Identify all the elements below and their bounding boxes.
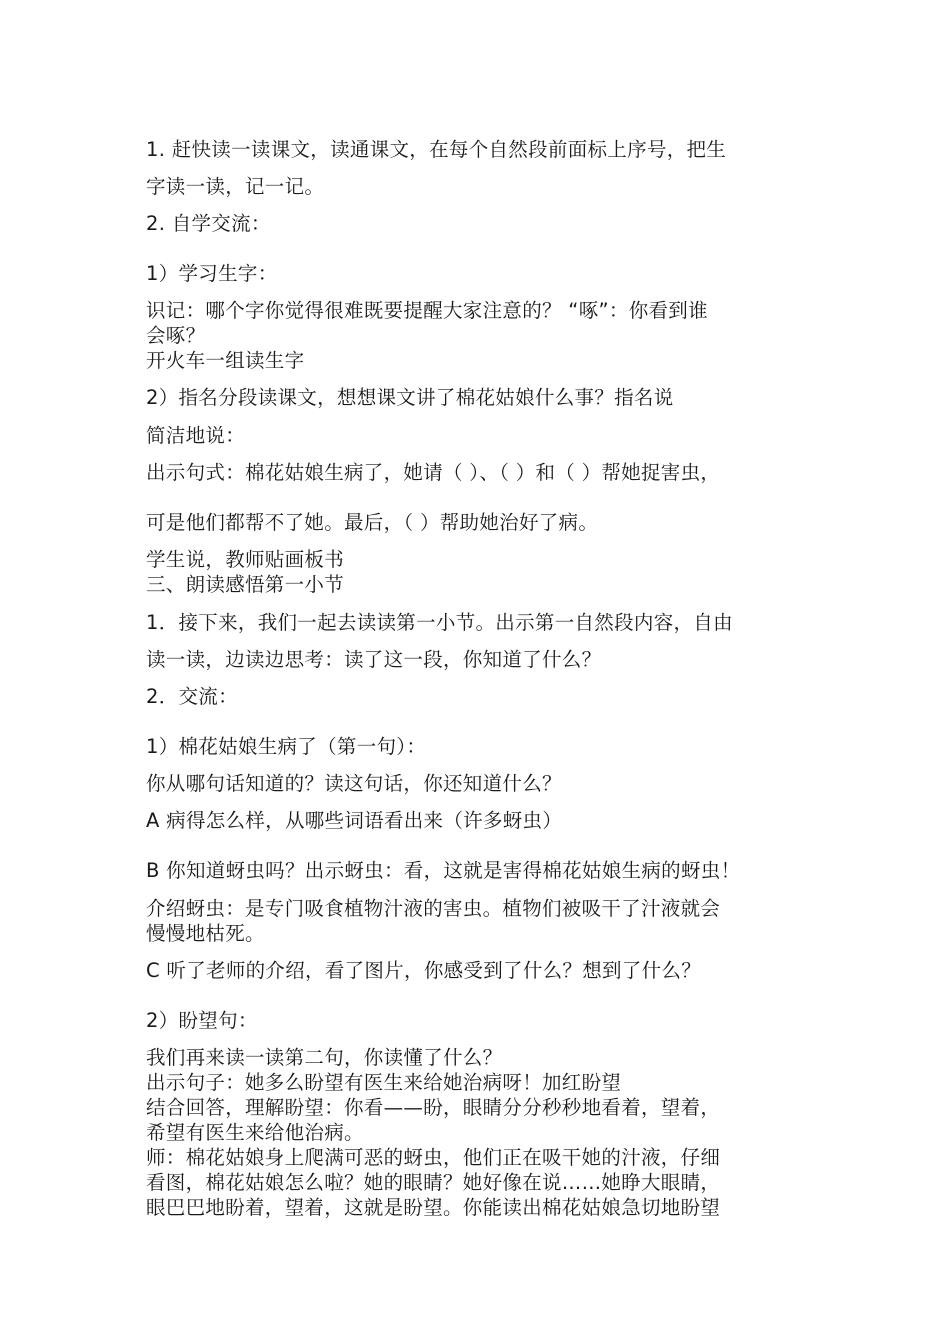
text-line: 1）学习生字： [146,262,278,285]
text-line: A 病得怎么样，从哪些词语看出来（许多蚜虫） [146,809,563,832]
text-line: 读一读，边读边思考：读了这一段，你知道了什么？ [146,648,602,671]
text-line: 1．接下来，我们一起去读读第一小节。出示第一自然段内容，自由 [146,611,733,634]
text-line: 1）棉花姑娘生病了（第一句）： [146,735,427,758]
text-line: 介绍蚜虫：是专门吸食植物汁液的害虫。植物们被吸干了汁液就会 [146,897,721,920]
text-line: 2. 自学交流： [146,212,271,235]
text-line: 识记：哪个字你觉得很难既要提醒大家注意的？ “啄”：你看到谁 [146,299,708,322]
text-line: 出示句子：她多么盼望有医生来给她治病呀！加红盼望 [146,1071,622,1094]
text-line: 慢慢地枯死。 [146,922,265,945]
text-line: C 听了老师的介绍，看了图片，你感受到了什么？想到了什么？ [146,959,702,982]
text-line: 师：棉花姑娘身上爬满可恶的蚜虫，他们正在吸干她的汁液，仔细 [146,1146,721,1169]
text-line: 会啄？ [146,324,206,347]
text-line: 2．交流： [146,685,238,708]
text-line: 1. 赶快读一读课文，读通课文，在每个自然段前面标上序号，把生 [146,138,727,161]
text-line: 出示句式：棉花姑娘生病了，她请（ ）、（ ）和（ ）帮她捉害虫， [146,461,721,484]
text-line: 开火车一组读生字 [146,349,305,372]
text-line: 简洁地说： [146,424,246,447]
text-line: B 你知道蚜虫吗？出示蚜虫：看，这就是害得棉花姑娘生病的蚜虫！ [146,859,741,882]
section-heading: 三、朗读感悟第一小节 [146,573,345,596]
text-line: 我们再来读一读第二句，你读懂了什么？ [146,1046,503,1069]
text-line: 字读一读，记一记。 [146,175,325,198]
text-line: 看图，棉花姑娘怎么啦？她的眼睛？她好像在说……她睁大眼睛， [146,1171,721,1194]
text-line: 眼巴巴地盼着，望着，这就是盼望。你能读出棉花姑娘急切地盼望 [146,1196,721,1219]
text-line: 2）指名分段读课文，想想课文讲了棉花姑娘什么事？指名说 [146,386,674,409]
text-line: 希望有医生来给他治病。 [146,1121,364,1144]
text-line: 学生说，教师贴画板书 [146,548,345,571]
text-line: 2）盼望句： [146,1009,258,1032]
text-line: 你从哪句话知道的？读这句话，你还知道什么？ [146,772,562,795]
text-line: 可是他们都帮不了她。最后，（ ）帮助她治好了病。 [146,511,599,534]
text-line: 结合回答，理解盼望：你看——盼，眼睛分分秒秒地看着，望着， [146,1096,721,1119]
